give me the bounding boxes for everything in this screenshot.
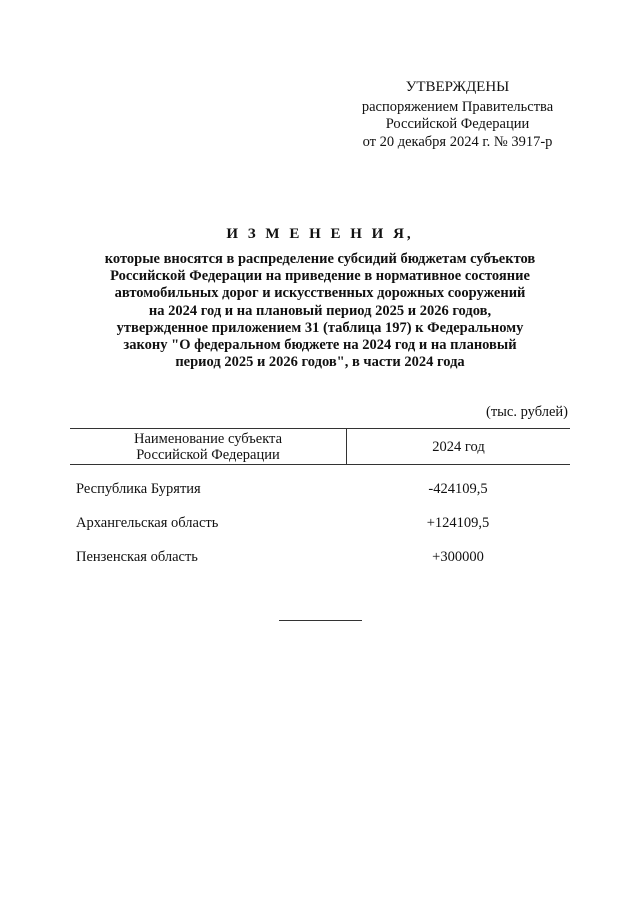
column-header-line: Наименование субъекта [133,430,283,447]
document-subtitle [60,251,580,371]
table-body [70,481,570,583]
column-header-year: 2024 год [432,438,485,455]
table-header-row [70,429,570,464]
table-row [70,549,570,583]
end-divider [279,620,362,621]
region-name: Республика Бурятия [76,481,201,497]
document-title: И З М Е Н Е Н И Я, [226,226,414,242]
subtitle-line: автомобильных дорог и искусственных дорожных сооружений [114,285,526,302]
subtitle-line: которые вносятся в распределение субсидий бюджетам субъектов [104,251,536,267]
region-value: +124109,5 [426,515,490,531]
column-header-line: Российской Федерации [136,446,280,463]
approval-line: от 20 декабря 2024 г. № 3917-р [362,133,553,150]
approval-heading: УТВЕРЖДЕНЫ [405,79,510,95]
table-row [70,515,570,549]
region-value: +300000 [432,549,484,565]
column-header-region [70,429,347,464]
approval-line: распоряжением Правительства [361,98,554,115]
subtitle-line: закону "О федеральном бюджете на 2024 год и на плановый [123,337,517,354]
subtitle-line: Российской Федерации на приведение в нормативное состояние [110,268,530,285]
region-value: -424109,5 [428,481,488,497]
region-name: Архангельская область [76,515,219,531]
region-name: Пензенская область [76,549,198,565]
approval-line: Российской Федерации [385,116,530,132]
table-header [70,428,570,465]
subtitle-line: на 2024 год и на плановый период 2025 и 2026 годов, [148,302,492,319]
table-row [70,481,570,515]
subtitle-line: утвержденное приложением 31 (таблица 197) к Федеральному [116,319,524,336]
units-label: (тыс. рублей) [486,404,568,420]
approval-stamp [345,79,570,151]
subtitle-line: период 2025 и 2026 годов", в части 2024 года [175,354,465,371]
